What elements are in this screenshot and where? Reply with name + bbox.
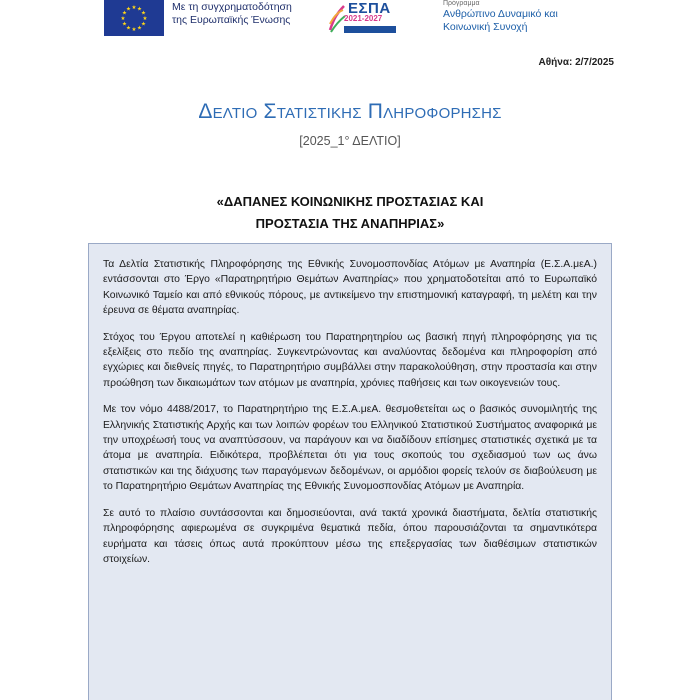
- eu-star-icon: ★: [137, 6, 142, 13]
- program-line2: Κοινωνική Συνοχή: [443, 21, 528, 33]
- paragraph: Στόχος του Έργου αποτελεί η καθιέρωση του Παρατηρητηρίου ως βασική πηγή πληροφόρησης για τις εξελίξεις στο πεδίο της αναπηρίας. Συγκεντρώνοντας και αναλύοντας δεδομένα και πληροφορίση από εγχώριες και διεθνείς πηγές, το Παρατηρητήριο συμβάλλει στην παρακολούθηση, στην προστασία και στην προώθηση των δικαιωμάτων των ατόμων με αναπηρία, χρόνιες παθήσεις και των οικογενειών τους.: [103, 331, 597, 389]
- espa-strip: [344, 26, 396, 33]
- header-logos: [0, 0, 700, 44]
- paragraph: Τα Δελτία Στατιστικής Πληροφόρησης της Εθνικής Συνομοσπονδίας Ατόμων με Αναπηρία (Ε.Σ.Α.μεΑ.) εντάσσονται στο Έργο «Παρατηρητήριο Θεμάτων Αναπηρίας» που χρηματοδοτείται από το Ευρωπαϊκό Κοινωνικό Ταμείο και από εθνικούς πόρους, με αντικείμενο την επιστημονική καταγραφή, τη μελέτη και την έρευνα σε θέματα αναπηρίας.: [103, 259, 597, 317]
- eu-text-line1: Με τη συγχρηματοδότηση: [172, 1, 292, 13]
- eu-flag-icon: [104, 0, 164, 36]
- eu-cofunding-text: [172, 1, 292, 27]
- heading-line2: ΠΡΟΣΤΑΣΙΑ ΤΗΣ ΑΝΑΠΗΡΙΑΣ»: [255, 216, 445, 231]
- document-heading: [0, 191, 700, 235]
- document-date: Αθήνα: 2/7/2025: [538, 57, 614, 68]
- espa-logo: [328, 0, 402, 38]
- document-title: Δελτιο Στατιστικης Πληροφορησης: [198, 100, 502, 123]
- eu-star-icon: ★: [122, 21, 127, 28]
- eu-star-icon: ★: [120, 16, 126, 22]
- intro-text-box: [88, 243, 612, 700]
- eu-star-icon: ★: [137, 25, 142, 32]
- program-line1: Ανθρώπινο Δυναμικό και: [443, 8, 558, 20]
- heading-line1: «ΔΑΠΑΝΕΣ ΚΟΙΝΩΝΙΚΗΣ ΠΡΟΣΤΑΣΙΑΣ ΚΑΙ: [216, 194, 484, 209]
- program-text: [443, 0, 558, 34]
- eu-star-icon: ★: [141, 10, 146, 17]
- eu-star-icon: ★: [131, 5, 137, 11]
- document-subtitle: [2025_1° ΔΕΛΤΙΟ]: [299, 134, 401, 148]
- eu-star-icon: ★: [126, 6, 131, 13]
- paragraph: Με τον νόμο 4488/2017, το Παρατηρητήριο της Ε.Σ.Α.μεΑ. θεσμοθετείται ως ο βασικός συνομιλητής της Ελληνικής Στατιστικής Αρχής και των λοιπών φορέων του Ελληνικού Στατιστικού Συστήματος αναφορικά με την υποχρέωσή τους να αναπτύσσουν, να παράγουν και να διαδίδουν επίσημες στατιστικές σχετικά με τα άτομα με αναπηρία. Ειδικότερα, προβλέπεται ότι για τους σκοπούς του σχεδιασμού των ως άνω στατιστικών και της διάχυσης των παραγόμενων δεδομένων, οι αρμόδιοι φορείς τελούν σε διαβούλευση με το Παρατηρητήριο Θεμάτων Αναπηρίας της Εθνικής Συνομοσπονδίας Ατόμων με Αναπηρία.: [103, 404, 597, 493]
- eu-star-icon: ★: [126, 25, 131, 32]
- espa-name: ΕΣΠΑ: [348, 0, 391, 17]
- eu-star-icon: ★: [122, 10, 127, 17]
- eu-text-line2: της Ευρωπαϊκής Ένωσης: [172, 14, 291, 26]
- eu-star-icon: ★: [141, 21, 146, 28]
- program-label: Πρόγραμμα: [443, 0, 480, 7]
- paragraph: Σε αυτό το πλαίσιο συντάσσονται και δημοσιεύονται, ανά τακτά χρονικά διαστήματα, δελτία στατιστικής πληροφόρησης αφιερωμένα σε συγκριμένα θεματικά πεδία, όπου παρουσιάζονται τα σημαντικότερα ευρήματα και τάσεις όπως αυτά προκύπτουν μέσω της επεξεργασίας των διαθέσιμων στατιστικών στοιχείων.: [103, 507, 597, 565]
- eu-star-icon: ★: [131, 27, 137, 33]
- espa-years: 2021-2027: [344, 14, 383, 23]
- eu-star-icon: ★: [142, 16, 148, 22]
